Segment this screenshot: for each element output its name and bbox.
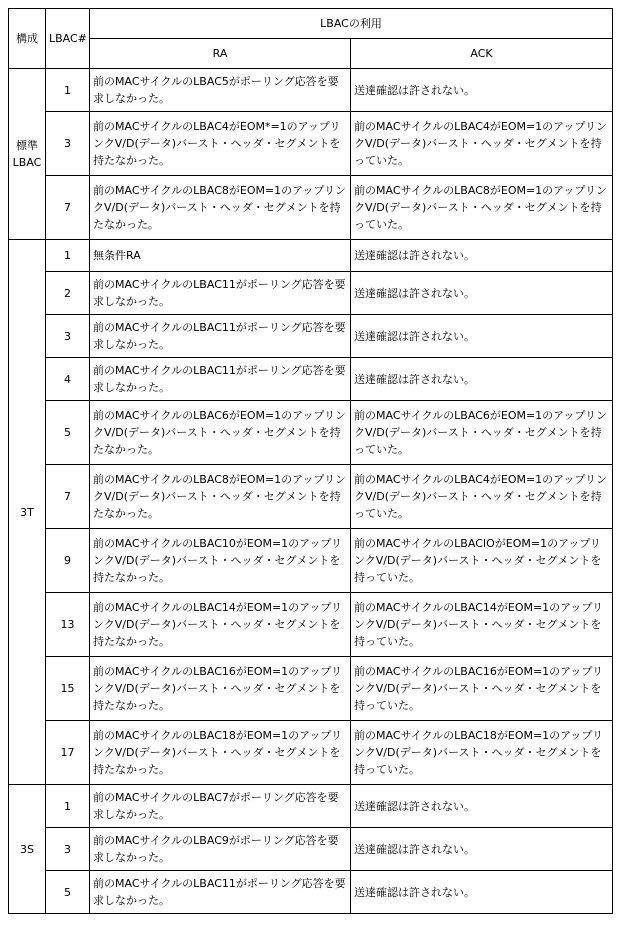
table-row [9,657,613,721]
lbac-number-cell: 13 [46,593,90,657]
ack-cell: 送達確認は許されない。 [351,240,613,272]
ack-cell: 送達確認は許されない。 [351,315,613,358]
lbac-number-cell: 1 [46,240,90,272]
lbac-number-cell: 3 [46,315,90,358]
ra-cell: 前のMACサイクルのLBAC5がポーリング応答を要求しなかった。 [90,69,351,112]
table-row [9,828,613,871]
ack-cell: 前のMACサイクルのLBAC14がEOM=1のアップリンクV/D(データ)バースト・ヘッダ・セグメントを持っていた。 [351,593,613,657]
table-row [9,240,613,272]
header-ra: RA [90,39,351,69]
table-row [9,465,613,529]
lbac-number-cell: 5 [46,401,90,465]
ra-cell: 前のMACサイクルのLBAC4がEOM*=1のアップリンクV/D(データ)バースト・ヘッダ・セグメントを持たなかった。 [90,112,351,176]
ack-cell: 前のMACサイクルのLBACIOがEOM=1のアップリンクV/D(データ)バースト・ヘッダ・セグメントを持っていた。 [351,529,613,593]
table-row [9,785,613,828]
lbac-number-cell: 1 [46,785,90,828]
table-row [9,272,613,315]
config-cell: 3T [9,240,46,785]
table-row [9,593,613,657]
table-row [9,69,613,112]
ra-cell: 無条件RA [90,240,351,272]
ra-cell: 前のMACサイクルのLBAC8がEOM=1のアップリンクV/D(データ)バースト・ヘッダ・セグメントを持たなかった。 [90,465,351,529]
table-row [9,721,613,785]
table-row [9,315,613,358]
config-cell: 3S [9,785,46,914]
ra-cell: 前のMACサイクルのLBAC9がポーリング応答を要求しなかった。 [90,828,351,871]
ra-cell: 前のMACサイクルのLBAC11がポーリング応答を要求しなかった。 [90,315,351,358]
ack-cell: 送達確認は許されない。 [351,871,613,914]
table-row [9,871,613,914]
header-ack: ACK [351,39,613,69]
ra-cell: 前のMACサイクルのLBAC16がEOM=1のアップリンクV/D(データ)バースト・ヘッダ・セグメントを持たなかった。 [90,657,351,721]
ra-cell: 前のMACサイクルのLBAC7がポーリング応答を要求しなかった。 [90,785,351,828]
lbac-number-cell: 4 [46,358,90,401]
table-row [9,529,613,593]
ra-cell: 前のMACサイクルのLBAC10がEOM=1のアップリンクV/D(データ)バースト・ヘッダ・セグメントを持たなかった。 [90,529,351,593]
table-row [9,358,613,401]
ra-cell: 前のMACサイクルのLBAC18がEOM=1のアップリンクV/D(データ)バースト・ヘッダ・セグメントを持たなかった。 [90,721,351,785]
ack-cell: 送達確認は許されない。 [351,272,613,315]
ack-cell: 前のMACサイクルのLBAC16がEOM=1のアップリンクV/D(データ)バースト・ヘッダ・セグメントを持っていた。 [351,657,613,721]
lbac-number-cell: 9 [46,529,90,593]
lbac-number-cell: 7 [46,176,90,240]
ra-cell: 前のMACサイクルのLBAC8がEOM=1のアップリンクV/D(データ)バースト・ヘッダ・セグメントを持たなかった。 [90,176,351,240]
lbac-number-cell: 17 [46,721,90,785]
lbac-number-cell: 2 [46,272,90,315]
lbac-number-cell: 5 [46,871,90,914]
table-row [9,401,613,465]
header-lbac-usage: LBACの利用 [90,9,613,39]
ra-cell: 前のMACサイクルのLBAC11がポーリング応答を要求しなかった。 [90,272,351,315]
ack-cell: 前のMACサイクルのLBAC18がEOM=1のアップリンクV/D(データ)バースト・ヘッダ・セグメントを持っていた。 [351,721,613,785]
lbac-number-cell: 3 [46,828,90,871]
ra-cell: 前のMACサイクルのLBAC11がポーリング応答を要求しなかった。 [90,871,351,914]
lbac-number-cell: 3 [46,112,90,176]
ack-cell: 送達確認は許されない。 [351,828,613,871]
lbac-number-cell: 7 [46,465,90,529]
ra-cell: 前のMACサイクルのLBAC6がEOM=1のアップリンクV/D(データ)バースト・ヘッダ・セグメントを持たなかった。 [90,401,351,465]
ack-cell: 送達確認は許されない。 [351,69,613,112]
header-lbac-number: LBAC# [46,9,90,69]
table-row [9,112,613,176]
ra-cell: 前のMACサイクルのLBAC14がEOM=1のアップリンクV/D(データ)バースト・ヘッダ・セグメントを持たなかった。 [90,593,351,657]
table-row [9,176,613,240]
lbac-number-cell: 15 [46,657,90,721]
header-config: 構成 [9,9,46,69]
ack-cell: 前のMACサイクルのLBAC8がEOM=1のアップリンクV/D(データ)バースト・ヘッダ・セグメントを持っていた。 [351,176,613,240]
ack-cell: 送達確認は許されない。 [351,358,613,401]
ack-cell: 前のMACサイクルのLBAC6がEOM=1のアップリンクV/D(データ)バースト・ヘッダ・セグメントを持っていた。 [351,401,613,465]
ack-cell: 前のMACサイクルのLBAC4がEOM=1のアップリンクV/D(データ)バースト・ヘッダ・セグメントを持っていた。 [351,465,613,529]
ra-cell: 前のMACサイクルのLBAC11がポーリング応答を要求しなかった。 [90,358,351,401]
config-cell: 標準LBAC [9,69,46,240]
lbac-number-cell: 1 [46,69,90,112]
ack-cell: 送達確認は許されない。 [351,785,613,828]
lbac-usage-table [8,8,613,914]
ack-cell: 前のMACサイクルのLBAC4がEOM=1のアップリンクV/D(データ)バースト・ヘッダ・セグメントを持っていた。 [351,112,613,176]
